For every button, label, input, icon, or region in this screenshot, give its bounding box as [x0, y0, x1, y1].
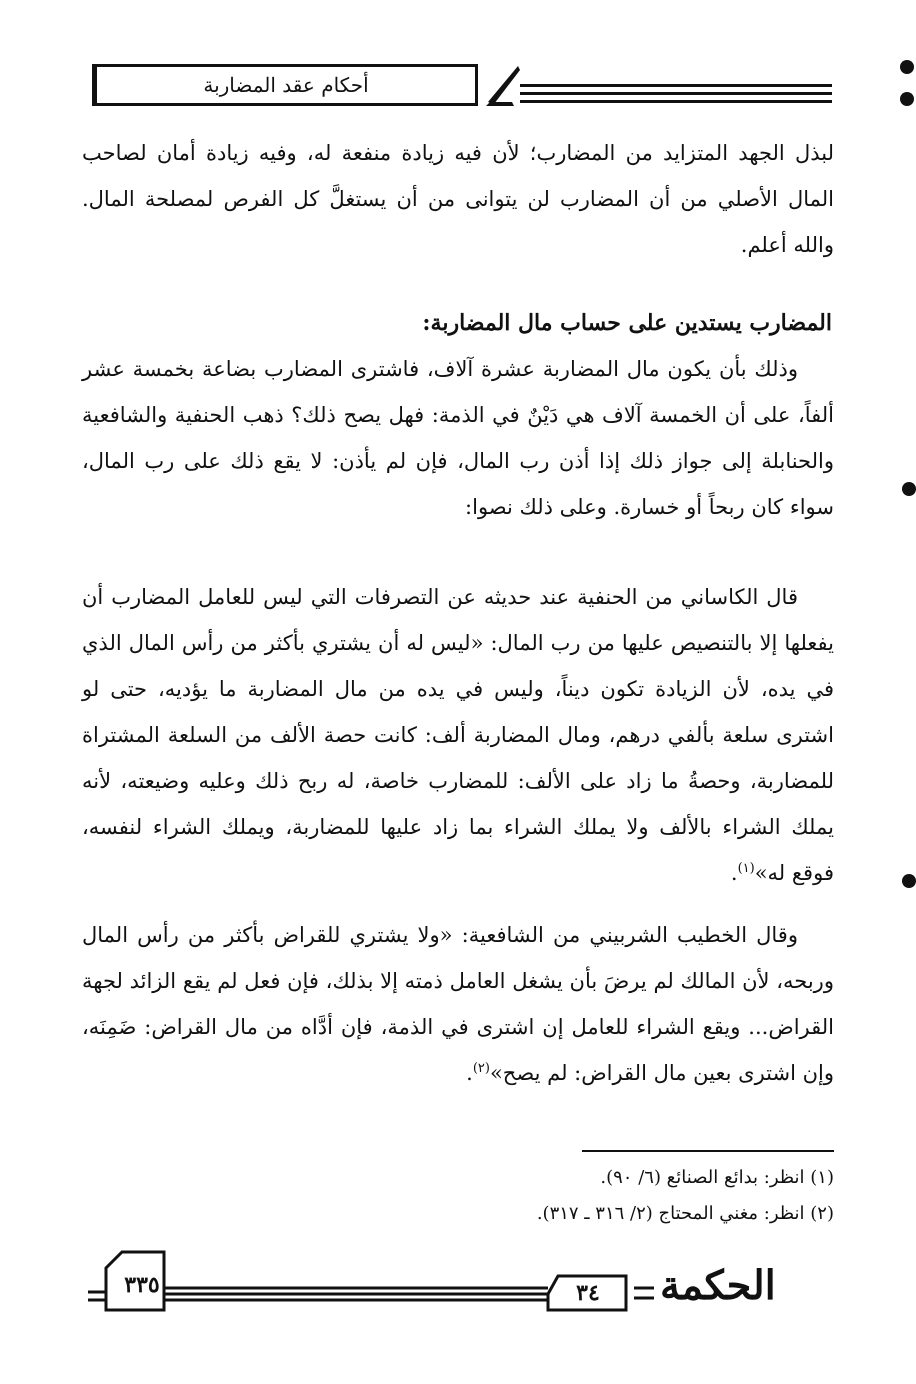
- running-header-title: أحكام عقد المضاربة: [203, 73, 369, 97]
- text-line: الفرص لمصلحة المال. والله أعلم.: [82, 187, 834, 257]
- text-line: لنفسه، فوقع له»: [82, 815, 834, 885]
- text-line: المضاربة ألف: كانت حصة الألف من السلعة المشتراة للمضاربة، وحصةُ ما: [82, 723, 834, 793]
- margin-dot: [900, 92, 914, 106]
- text-line: لبذل الجهد المتزايد من المضارب؛ لأن فيه زيادة منفعة له، وفيه زيادة أمان: [156, 141, 834, 165]
- text-line: المضارب أن يفعلها إلا بالتنصيص عليها من رب المال: «ليس له أن يشتري: [82, 585, 834, 655]
- text-line: وقال الخطيب الشربيني من الشافعية: «ولا يشتري للقراض بأكثر من: [187, 923, 798, 947]
- intro-paragraph: [82, 130, 834, 268]
- text-line: رأس المال وربحه، لأن المالك لم يرضَ بأن يشغل العامل ذمته إلا بذلك،: [82, 923, 834, 993]
- margin-dot: [900, 60, 914, 74]
- header-rule: [520, 84, 832, 108]
- page-number: ٣٣٥: [124, 1272, 160, 1298]
- paragraph-2: قال الكاساني من الحنفية عند حديثه عن التصرفات التي ليس للعامل المضارب أن يفعلها إلا بالتنصيص عليها من رب المال: «ليس له أن يشتري بأكثر من رأس المال الذي في يده، لأن الزيادة تكون ديناً، وليس في يده من مال المضاربة ما يؤديه، حتى لو اشترى سلعة بألفي درهم، ومال المضاربة ألف: كانت حصة الألف من السلعة المشتراة للمضاربة، وحصةُ ما زاد على الألف: للمضارب خاصة، له ربح ذلك وعليه وضيعته، لأنه يملك الشراء بالألف ولا يملك الشراء بما زاد عليها للمضاربة، ويملك الشراء لنفسه، فوقع له»$^{(١)}$.: [82, 585, 834, 885]
- footnote-item: (١) انظر: بدائع الصنائع (٦/ ٩٠).: [600, 1167, 834, 1188]
- footnote-item: (٢) انظر: مغني المحتاج (٢/ ٣١٦ ـ ٣١٧).: [536, 1203, 834, 1224]
- footnote-ref[interactable]: (٢): [472, 1061, 490, 1076]
- margin-dot: [902, 482, 916, 496]
- text-line: الشراء بالألف ولا يملك الشراء بما زاد عليها للمضاربة، ويملك الشراء: [152, 815, 781, 839]
- text-line: زاد على الألف: للمضارب خاصة، له ربح ذلك وعليه وضيعته، لأنه يملك: [82, 769, 834, 839]
- section-heading: المضارب يستدين على حساب مال المضاربة:: [422, 310, 832, 336]
- text-line: وعلى ذلك نصوا:: [465, 495, 607, 519]
- margin-dot: [902, 874, 916, 888]
- text-line: وذلك بأن يكون مال المضاربة عشرة آلاف، فاشترى المضارب بضاعة: [201, 357, 798, 381]
- paragraph-3: وقال الخطيب الشربيني من الشافعية: «ولا يشتري للقراض بأكثر من رأس المال وربحه، لأن المالك لم يرضَ بأن يشغل العامل ذمته إلا بذلك، فإن فعل لم يقع الزائد لجهة القراض... ويقع الشراء للعامل إن اشترى في الذمة، فإن أدَّاه من مال القراض: ضَمِنَه، وإن اشترى بعين مال القراض: لم يصح»$^{(٢)}$.: [82, 923, 834, 1085]
- text-line: لم يصح»: [489, 1061, 568, 1085]
- text-line: فإن لم يأذن: لا يقع ذلك على رب المال، سواء كان ربحاً أو خسارة.: [82, 449, 834, 519]
- running-header: [92, 64, 478, 106]
- paragraph-1: [82, 346, 834, 530]
- footnotes: [82, 1160, 834, 1232]
- footnote-ref[interactable]: (١): [737, 861, 755, 876]
- text-line: قال الكاساني من الحنفية عند حديثه عن التصرفات التي ليس للعامل: [198, 585, 798, 609]
- text-line: الذمة، فإن أدَّاه من مال القراض: ضَمِنَه، وإن اشترى بعين مال القراض:: [82, 1015, 834, 1085]
- footnote-divider: [582, 1150, 834, 1152]
- text-line: بخمسة عشر ألفاً، على أن الخمسة آلاف هي دَيْنٌ في الذمة: فهل يصح: [82, 357, 834, 427]
- text-line: لصاحب المال الأصلي من أن المضارب لن يتوانى من أن يستغلَّ كل: [82, 141, 834, 211]
- text-line: من مال المضاربة ما يؤديه، حتى لو اشترى سلعة بألفي درهم، ومال: [82, 677, 834, 747]
- text-line: فإن فعل لم يقع الزائد لجهة القراض... ويقع الشراء للعامل إن اشترى في: [82, 969, 834, 1039]
- journal-logo: الحكمة: [660, 1262, 776, 1309]
- text-line: بأكثر من رأس المال الذي في يده، لأن الزيادة تكون ديناً، وليس في يده: [82, 631, 834, 701]
- quill-pen-icon: [484, 62, 524, 108]
- issue-number: ٣٤: [576, 1280, 600, 1306]
- text-line: ذلك؟ ذهب الحنفية والشافعية والحنابلة إلى جواز ذلك إذا أذن رب المال،: [82, 403, 834, 473]
